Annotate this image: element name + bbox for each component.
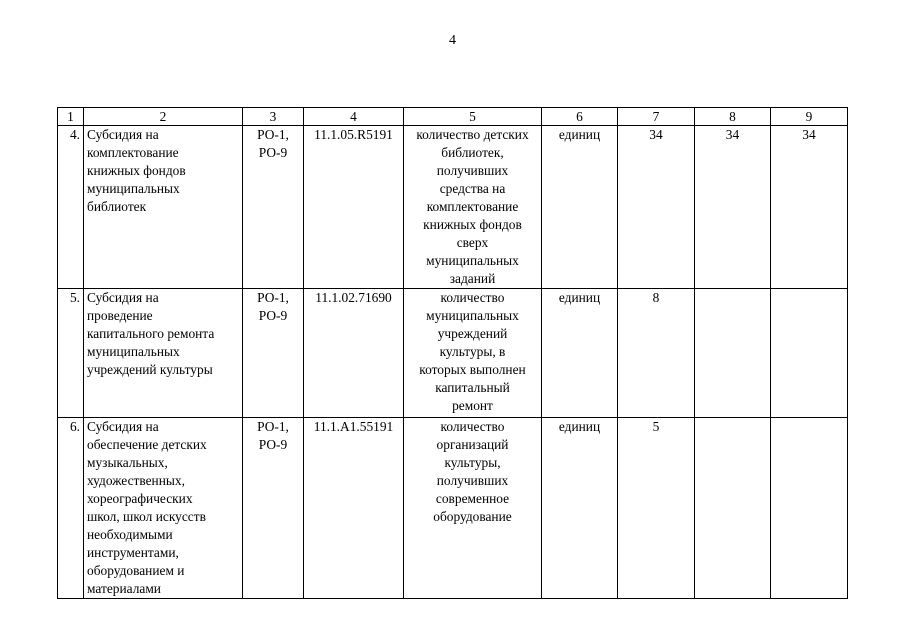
indicator-line: средства на: [439, 181, 506, 196]
indicator-line: получивших: [436, 473, 509, 488]
ro-code: РО-9: [258, 145, 288, 160]
indicator-line: сверх: [456, 235, 489, 250]
table-row: [58, 289, 848, 418]
measure-name: [84, 289, 243, 418]
measure-name-line: хореографических: [87, 491, 193, 506]
budget-code: 11.1.05.R5191: [304, 126, 404, 289]
ro-code: РО-1,: [257, 419, 289, 434]
column-header-4: 4: [304, 108, 404, 126]
measure-name: [84, 418, 243, 599]
row-number: 4.: [58, 126, 84, 289]
indicator-line: количество: [440, 419, 505, 434]
unit: единиц: [542, 289, 618, 418]
value-col-9: 34: [771, 126, 848, 289]
table-row: [58, 126, 848, 289]
ro-code: РО-9: [258, 308, 288, 323]
indicators-table: [57, 107, 848, 599]
indicator-line: организаций: [436, 437, 509, 452]
measure-name-line: Субсидия на: [87, 419, 159, 434]
value-col-7: 5: [618, 418, 695, 599]
indicator-line: книжных фондов: [423, 217, 522, 232]
measure-name-line: инструментами,: [87, 545, 179, 560]
indicator-line: муниципальных: [426, 308, 519, 323]
unit: единиц: [542, 418, 618, 599]
indicator-line: культуры,: [444, 455, 501, 470]
measure-name: [84, 126, 243, 289]
measure-name-line: муниципальных: [87, 344, 180, 359]
measure-name-line: Субсидия на: [87, 127, 159, 142]
indicator-line: культуры, в: [439, 344, 506, 359]
ro-code: РО-1,: [257, 127, 289, 142]
measure-name-line: комплектование: [87, 145, 179, 160]
indicator-line: заданий: [449, 271, 496, 286]
ro-codes: [243, 126, 304, 289]
value-col-8: [695, 289, 771, 418]
measure-name-line: книжных фондов: [87, 163, 186, 178]
indicator-line: комплектование: [426, 199, 519, 214]
measure-name-line: обеспечение детских: [87, 437, 207, 452]
indicator-line: оборудование: [433, 509, 512, 524]
measure-name-line: учреждений культуры: [87, 362, 213, 377]
measure-name-line: капитального ремонта: [87, 326, 215, 341]
value-col-7: 8: [618, 289, 695, 418]
measure-name-line: оборудованием и: [87, 563, 185, 578]
column-header-7: 7: [618, 108, 695, 126]
budget-code: 11.1.А1.55191: [304, 418, 404, 599]
row-number: 5.: [58, 289, 84, 418]
measure-name-line: школ, школ искусств: [87, 509, 206, 524]
measure-name-line: необходимыми: [87, 527, 173, 542]
measure-name-line: художественных,: [87, 473, 185, 488]
indicator-line: современное: [435, 491, 510, 506]
value-col-7: 34: [618, 126, 695, 289]
column-header-1: 1: [58, 108, 84, 126]
table-row: [58, 418, 848, 599]
value-col-8: [695, 418, 771, 599]
indicator-line: библиотек,: [441, 145, 504, 160]
indicator-line: получивших: [436, 163, 509, 178]
indicator-line: которых выполнен: [419, 362, 526, 377]
indicator-line: муниципальных: [426, 253, 519, 268]
value-col-9: [771, 418, 848, 599]
column-header-2: 2: [84, 108, 243, 126]
indicator-line: количество детских: [416, 127, 529, 142]
column-header-6: 6: [542, 108, 618, 126]
value-col-9: [771, 289, 848, 418]
indicator: [404, 289, 542, 418]
measure-name-line: музыкальных,: [87, 455, 168, 470]
value-col-8: 34: [695, 126, 771, 289]
ro-codes: [243, 289, 304, 418]
column-header-5: 5: [404, 108, 542, 126]
indicator: [404, 418, 542, 599]
ro-code: РО-9: [258, 437, 288, 452]
indicator-line: ремонт: [452, 398, 493, 413]
measure-name-line: материалами: [87, 581, 161, 596]
indicator-line: капитальный: [435, 380, 510, 395]
unit: единиц: [542, 126, 618, 289]
column-header-8: 8: [695, 108, 771, 126]
page-number: 4: [449, 33, 456, 48]
indicator-line: учреждений: [437, 326, 508, 341]
ro-codes: [243, 418, 304, 599]
column-header-9: 9: [771, 108, 848, 126]
indicator: [404, 126, 542, 289]
measure-name-line: проведение: [87, 308, 153, 323]
row-number: 6.: [58, 418, 84, 599]
indicator-line: количество: [440, 290, 505, 305]
header-row: [58, 108, 848, 126]
ro-code: РО-1,: [257, 290, 289, 305]
measure-name-line: муниципальных: [87, 181, 180, 196]
measure-name-line: Субсидия на: [87, 290, 159, 305]
measure-name-line: библиотек: [87, 199, 147, 214]
budget-code: 11.1.02.71690: [304, 289, 404, 418]
column-header-3: 3: [243, 108, 304, 126]
